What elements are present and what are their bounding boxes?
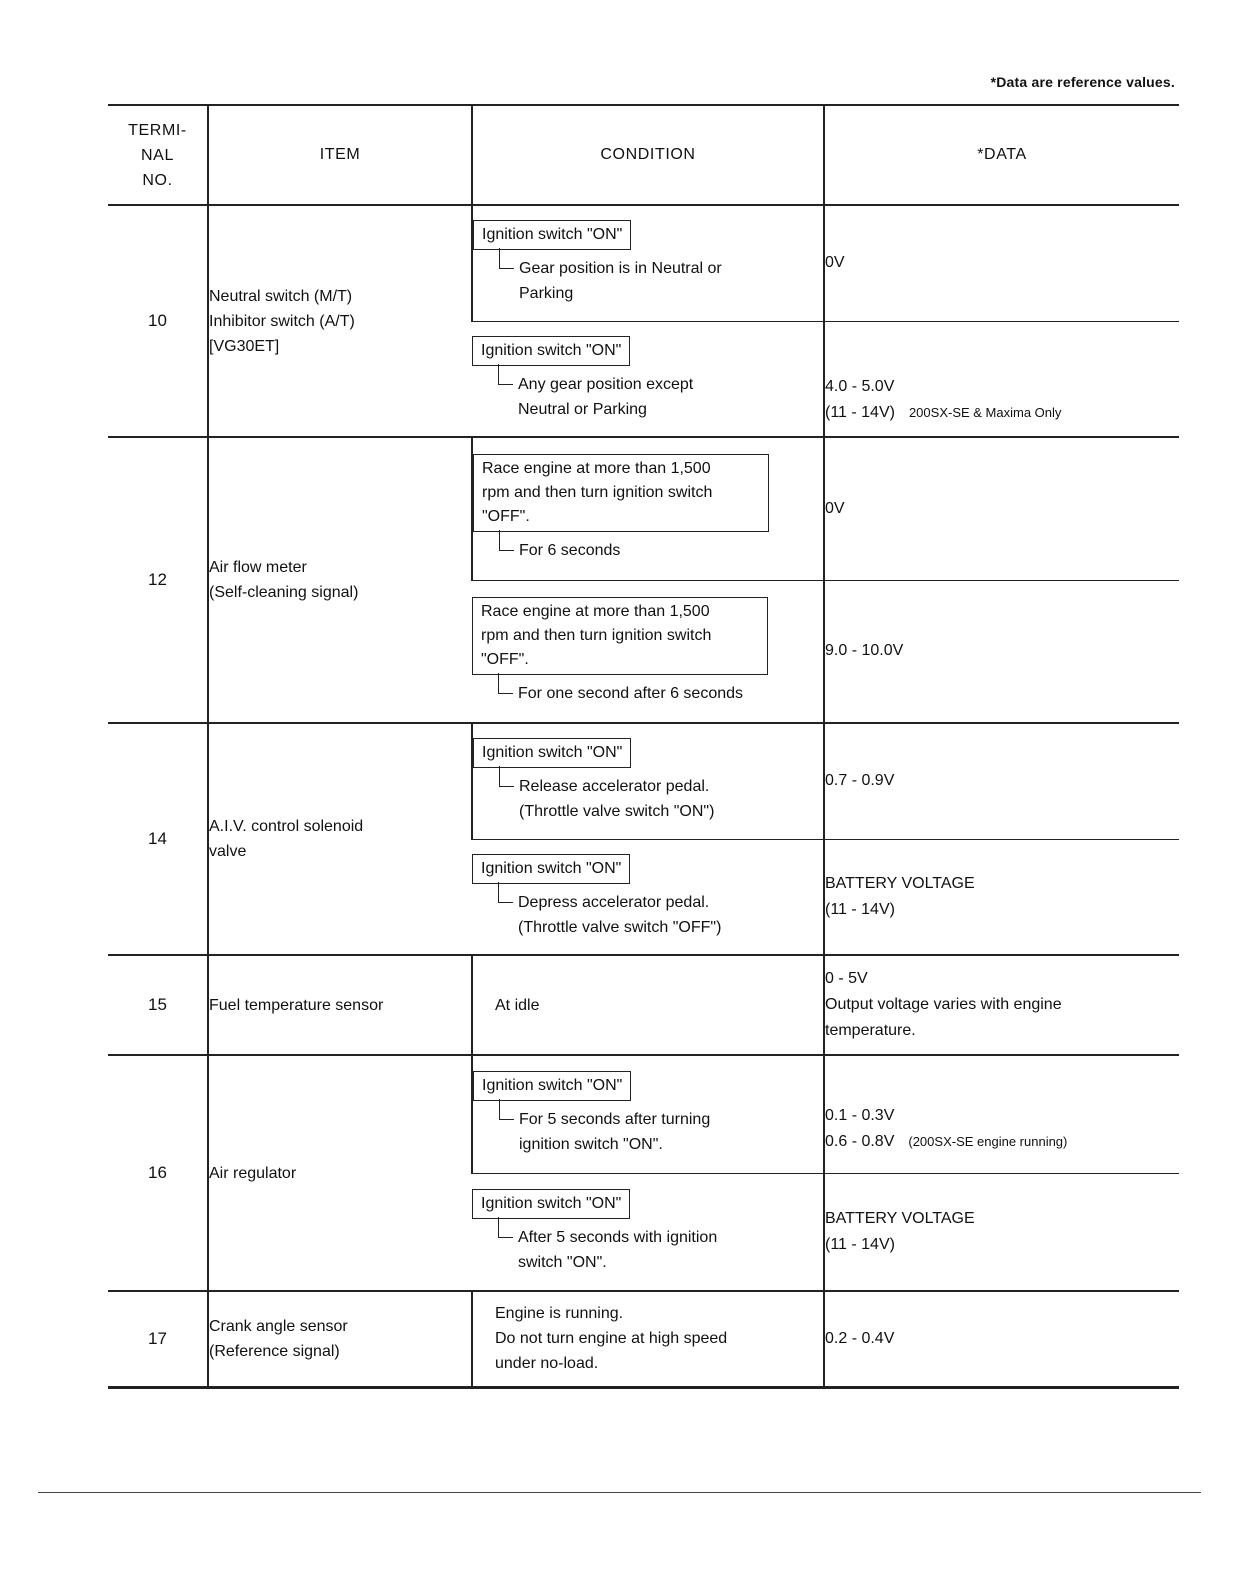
table-row <box>108 205 1179 321</box>
data-value: (11 - 14V) <box>825 1235 895 1253</box>
condition-sub: Gear position is in Neutral or Parking <box>499 256 823 306</box>
data-description: Output voltage varies with engine temperature. <box>825 996 1062 1039</box>
table-row <box>108 1055 1179 1173</box>
data-value: 0 - 5V <box>825 970 868 987</box>
condition-text: At idle <box>472 955 824 1055</box>
condition-cell <box>472 205 824 321</box>
data-value: 0.1 - 0.3V <box>825 1107 895 1125</box>
data-value: 0.2 - 0.4V <box>824 1291 1179 1387</box>
header-item: ITEM <box>208 105 472 205</box>
condition-box: Ignition switch "ON" <box>473 738 631 768</box>
item-name: Neutral switch (M/T) Inhibitor switch (A/T) [VG30ET] <box>208 205 472 437</box>
condition-box: Ignition switch "ON" <box>473 220 631 250</box>
data-cell <box>824 1055 1179 1173</box>
item-name: Crank angle sensor (Reference signal) <box>208 1291 472 1387</box>
data-value-line <box>825 1129 1179 1155</box>
terminal-number: 17 <box>108 1291 208 1387</box>
table-row <box>108 437 1179 580</box>
table-row <box>108 723 1179 839</box>
data-cell <box>824 321 1179 437</box>
data-value: (11 - 14V) <box>825 900 895 918</box>
terminal-number: 14 <box>108 723 208 955</box>
header-condition: CONDITION <box>472 105 824 205</box>
condition-sub: For 6 seconds <box>499 538 823 563</box>
page-bottom-rule <box>38 1492 1201 1493</box>
data-value: 0V <box>824 205 1179 321</box>
condition-box: Ignition switch "ON" <box>472 336 630 366</box>
condition-cell <box>472 437 824 580</box>
condition-box: Ignition switch "ON" <box>472 1189 630 1219</box>
condition-sub: After 5 seconds with ignition switch "ON". <box>498 1225 823 1275</box>
terminal-data-table <box>108 104 1179 1389</box>
condition-cell <box>472 580 824 723</box>
table-row <box>108 955 1179 1055</box>
condition-sub: Any gear position except Neutral or Parking <box>498 372 823 422</box>
condition-sub: For 5 seconds after turning ignition switch "ON". <box>499 1107 823 1157</box>
condition-box: Ignition switch "ON" <box>472 854 630 884</box>
data-value: 0.6 - 0.8V <box>825 1133 895 1151</box>
condition-cell <box>472 1055 824 1173</box>
item-name: A.I.V. control solenoid valve <box>208 723 472 955</box>
condition-box: Ignition switch "ON" <box>473 1071 631 1101</box>
condition-box: Race engine at more than 1,500 rpm and then turn ignition switch "OFF". <box>473 454 769 532</box>
data-value: 9.0 - 10.0V <box>824 580 1179 723</box>
header-data: *DATA <box>824 105 1179 205</box>
condition-sub: Depress accelerator pedal. (Throttle valve switch "OFF") <box>498 890 823 940</box>
data-value: 4.0 - 5.0V <box>825 378 895 395</box>
terminal-number: 16 <box>108 1055 208 1291</box>
condition-sub: Release accelerator pedal. (Throttle valve switch "ON") <box>499 774 823 824</box>
data-value: BATTERY VOLTAGE <box>825 874 975 892</box>
data-note: 200SX-SE & Maxima Only <box>908 405 1062 420</box>
item-name: Air regulator <box>208 1055 472 1291</box>
reference-note: *Data are reference values. <box>990 74 1175 90</box>
data-value: 0.7 - 0.9V <box>824 723 1179 839</box>
terminal-number: 10 <box>108 205 208 437</box>
header-terminal: TERMI- NAL NO. <box>108 105 208 205</box>
terminal-number: 12 <box>108 437 208 723</box>
data-value-line <box>825 400 1179 426</box>
condition-cell <box>472 1173 824 1291</box>
table-row <box>108 1291 1179 1387</box>
item-name: Air flow meter (Self-cleaning signal) <box>208 437 472 723</box>
header-row <box>108 105 1179 205</box>
terminal-number: 15 <box>108 955 208 1055</box>
data-cell <box>824 955 1179 1055</box>
condition-text: Engine is running. Do not turn engine at high speed under no-load. <box>472 1291 824 1387</box>
condition-cell <box>472 839 824 955</box>
data-note: (200SX-SE engine running) <box>908 1134 1068 1150</box>
item-name: Fuel temperature sensor <box>208 955 472 1055</box>
data-value: 0V <box>824 437 1179 580</box>
condition-cell <box>472 723 824 839</box>
condition-box: Race engine at more than 1,500 rpm and then turn ignition switch "OFF". <box>472 597 768 675</box>
data-value: (11 - 14V) <box>825 404 895 421</box>
condition-cell <box>472 321 824 437</box>
condition-sub: For one second after 6 seconds <box>498 681 823 706</box>
data-cell <box>824 1173 1179 1291</box>
data-cell <box>824 839 1179 955</box>
data-value: BATTERY VOLTAGE <box>825 1209 975 1227</box>
